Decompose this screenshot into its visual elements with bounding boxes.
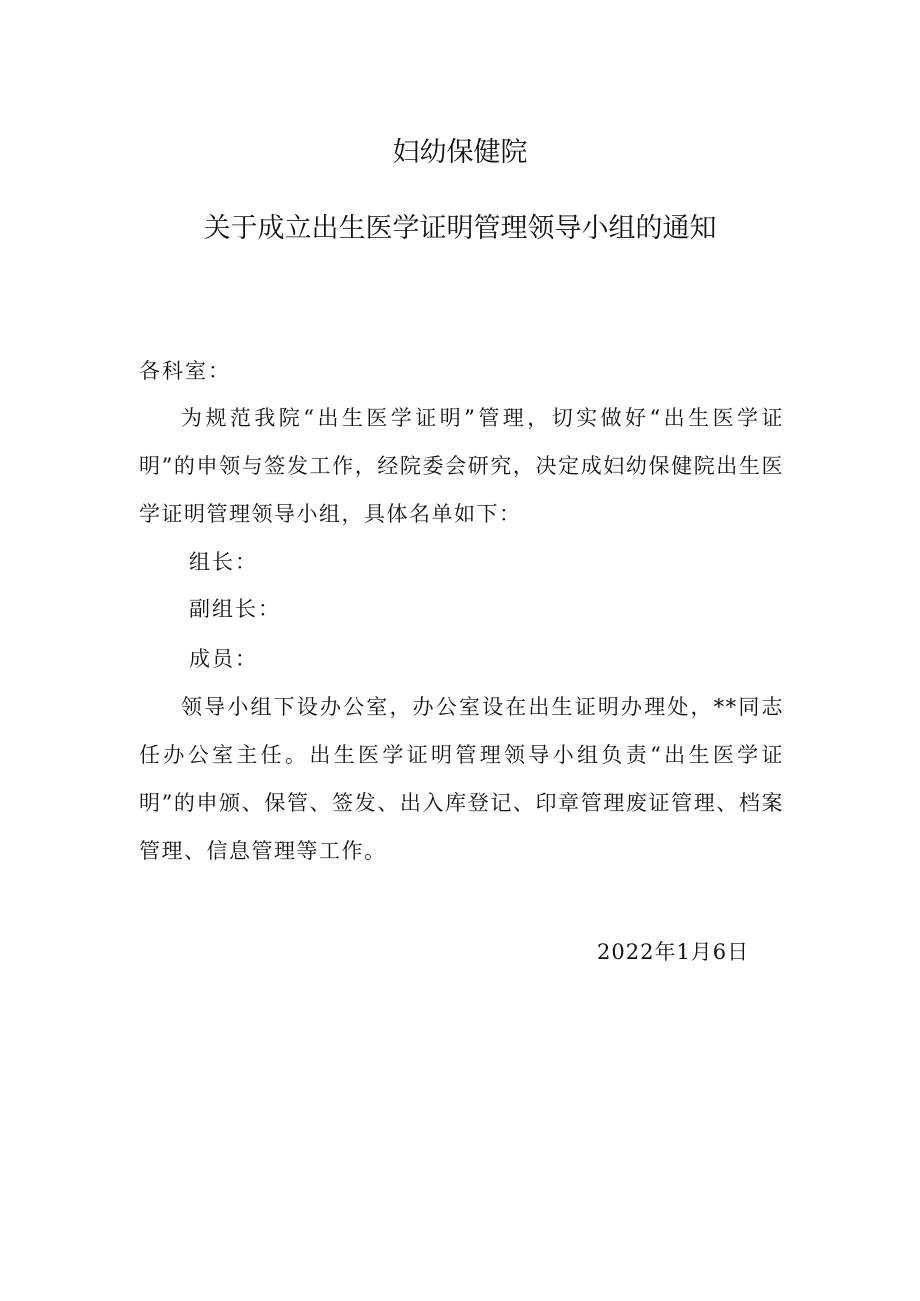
- leader-line: 组长：: [189, 550, 258, 574]
- document-date: 2022年1月6日: [597, 940, 750, 964]
- deputy-leader-line: 副组长：: [189, 597, 281, 621]
- members-line: 成员：: [189, 647, 258, 671]
- paragraph-intro: 为规范我院“出生医学证明”管理，切实做好“出生医学证明”的申领与签发工作，经院委会研究，决定成妇幼保健院出生医学证明管理领导小组，具体名单如下：: [139, 406, 784, 526]
- organization-title: 妇幼保健院: [392, 137, 528, 168]
- notice-title: 关于成立出生医学证明管理领导小组的通知: [203, 213, 717, 244]
- salutation: 各科室：: [139, 359, 231, 383]
- paragraph-office: 领导小组下设办公室，办公室设在出生证明办理处，**同志任办公室主任。出生医学证明管理领导小组负责“出生医学证明”的申颁、保管、签发、出入库登记、印章管理废证管理、档案管理、信息管理等工作。: [139, 695, 784, 863]
